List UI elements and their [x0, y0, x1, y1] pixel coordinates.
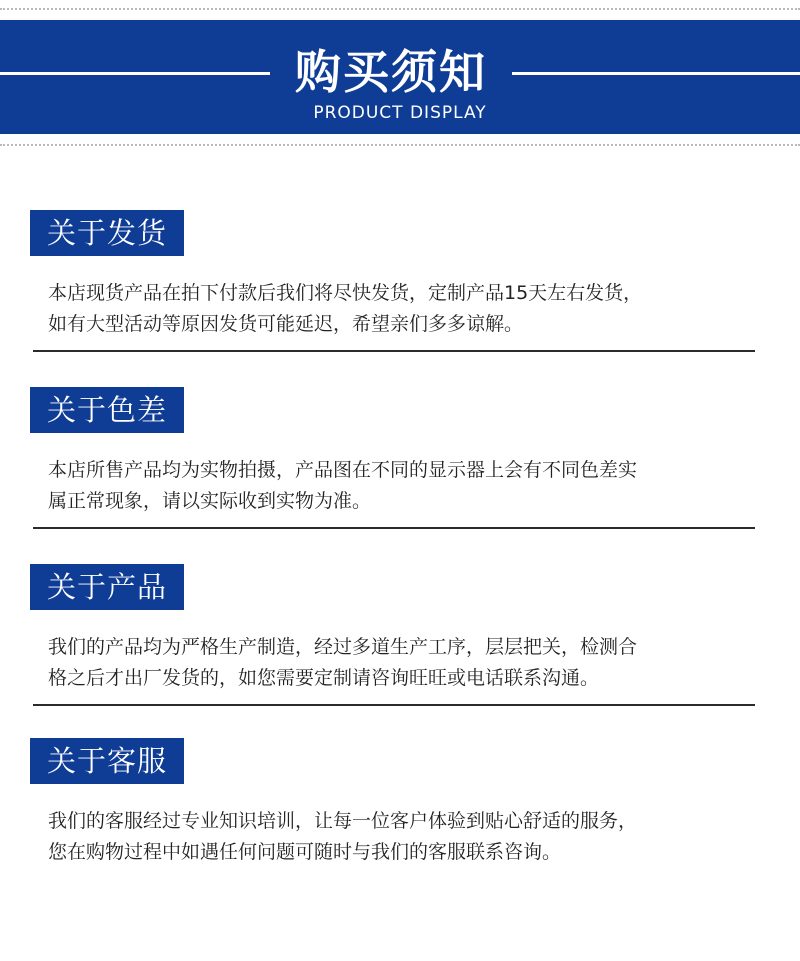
- section-label: 关于色差: [30, 387, 184, 433]
- text-line: 我们的客服经过专业知识培训，让每一位客户体验到贴心舒适的服务，: [48, 810, 638, 832]
- section-text: [48, 632, 760, 694]
- section-divider: [33, 350, 755, 352]
- banner-rule-left: [0, 72, 270, 75]
- section-text: [48, 455, 760, 517]
- text-line: 本店所售产品均为实物拍摄，产品图在不同的显示器上会有不同色差实: [48, 459, 638, 481]
- text-line: 属正常现象，请以实际收到实物为准。: [48, 490, 372, 512]
- section-label: 关于产品: [30, 564, 184, 610]
- text-line: 格之后才出厂发货的，如您需要定制请咨询旺旺或电话联系沟通。: [48, 667, 600, 689]
- section-label: 关于发货: [30, 210, 184, 256]
- text-line: 我们的产品均为严格生产制造，经过多道生产工序，层层把关，检测合: [48, 636, 638, 658]
- section-divider: [33, 527, 755, 529]
- header-banner: [0, 20, 800, 134]
- section-text: [48, 278, 760, 340]
- section-divider: [33, 704, 755, 706]
- page-subtitle: PRODUCT DISPLAY: [313, 103, 487, 123]
- page-title: 购买须知: [295, 45, 487, 99]
- banner-rule-right: [512, 72, 800, 75]
- top-dotted-line: [0, 8, 800, 10]
- section-label: 关于客服: [30, 738, 184, 784]
- section-text: [48, 806, 760, 868]
- bottom-dotted-line: [0, 144, 800, 146]
- text-line: 如有大型活动等原因发货可能延迟，希望亲们多多谅解。: [48, 313, 524, 335]
- text-line: 您在购物过程中如遇任何问题可随时与我们的客服联系咨询。: [48, 841, 562, 863]
- text-line: 本店现货产品在拍下付款后我们将尽快发货，定制产品15天左右发货，: [48, 282, 643, 304]
